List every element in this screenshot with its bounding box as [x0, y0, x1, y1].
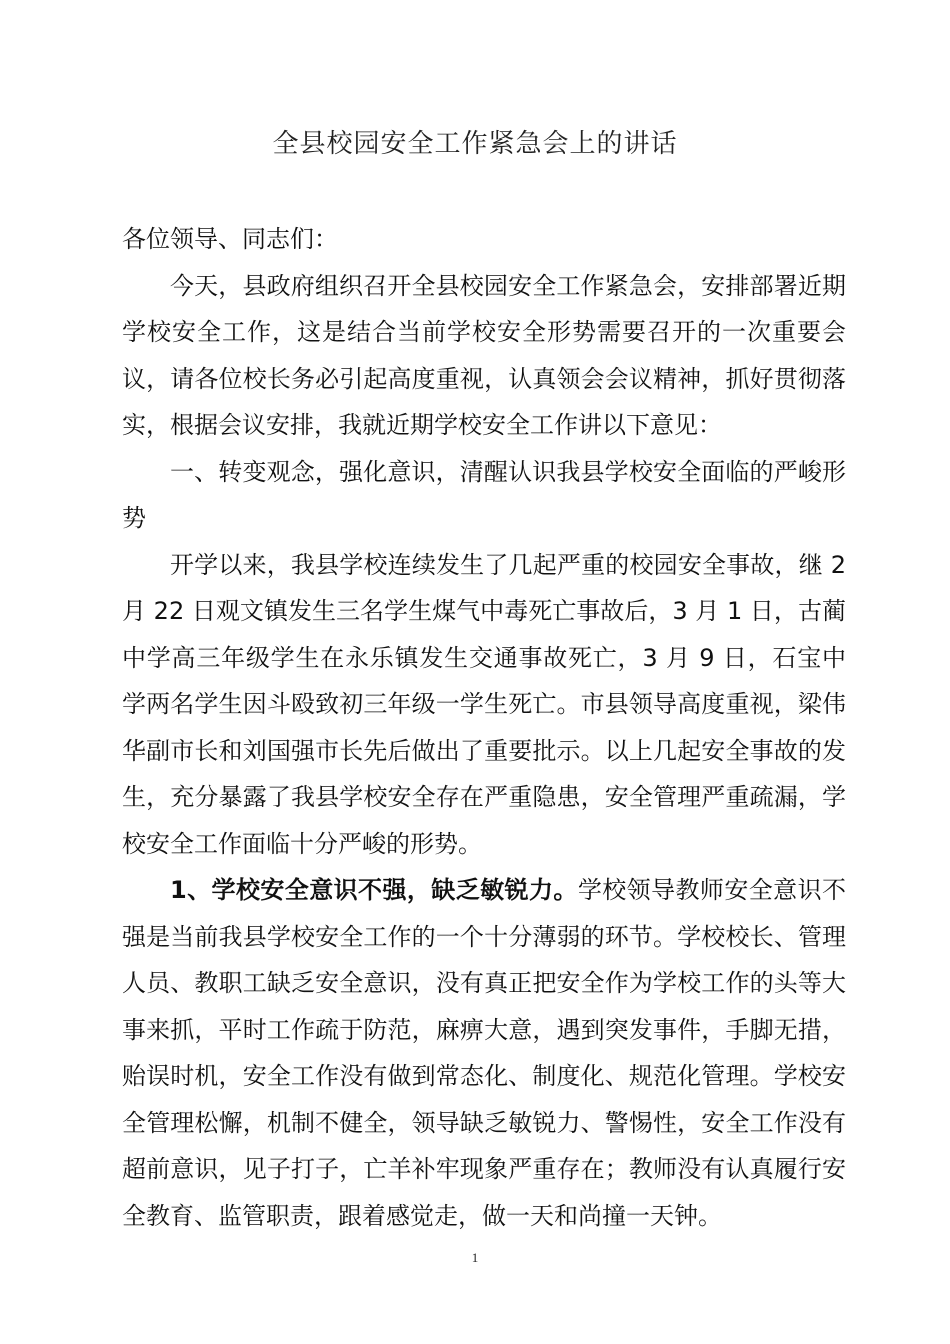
- paragraph-intro: 今天，县政府组织召开全县校园安全工作紧急会，安排部署近期学校安全工作，这是结合当前学校安全形势需要召开的一次重要会议，请各位校长务必引起高度重视，认真领会会议精神，抓好贯彻落实，根据会议安排，我就近期学校安全工作讲以下意见：: [122, 271, 846, 439]
- document-body: [122, 216, 846, 1239]
- paragraph-point-1: [122, 867, 846, 1239]
- paragraph-incidents: 开学以来，我县学校连续发生了几起严重的校园安全事故，继 2 月 22 日观文镇发生三名学生煤气中毒死亡事故后，3 月 1 日，古蔺中学高三年级学生在永乐镇发生交通事故死亡，3 月 9 日，石宝中学两名学生因斗殴致初三年级一学生死亡。市县领导高度重视，梁伟华副市长和刘国强市长先后做出了重要批示。以上几起安全事故的发生，充分暴露了我县学校安全存在严重隐患，安全管理严重疏漏，学校安全工作面临十分严峻的形势。: [122, 550, 846, 858]
- point-1-text: 学校领导教师安全意识不强是当前我县学校安全工作的一个十分薄弱的环节。学校校长、管理人员、教职工缺乏安全意识，没有真正把安全作为学校工作的头等大事来抓，平时工作疏于防范，麻痹大意，遇到突发事件，手脚无措，贻误时机，安全工作没有做到常态化、制度化、规范化管理。学校安全管理松懈，机制不健全，领导缺乏敏锐力、警惕性，安全工作没有超前意识，见子打子，亡羊补牢现象严重存在；教师没有认真履行安全教育、监管职责，跟着感觉走，做一天和尚撞一天钟。: [122, 876, 846, 1230]
- point-1-heading: 1、学校安全意识不强，缺乏敏锐力。: [170, 876, 578, 904]
- page-number: 1: [471, 1250, 479, 1265]
- section-heading: 一、转变观念，强化意识，清醒认识我县学校安全面临的严峻形势: [122, 457, 846, 532]
- salutation: 各位领导、同志们：: [122, 225, 338, 253]
- document-title: 全县校园安全工作紧急会上的讲话: [272, 129, 678, 159]
